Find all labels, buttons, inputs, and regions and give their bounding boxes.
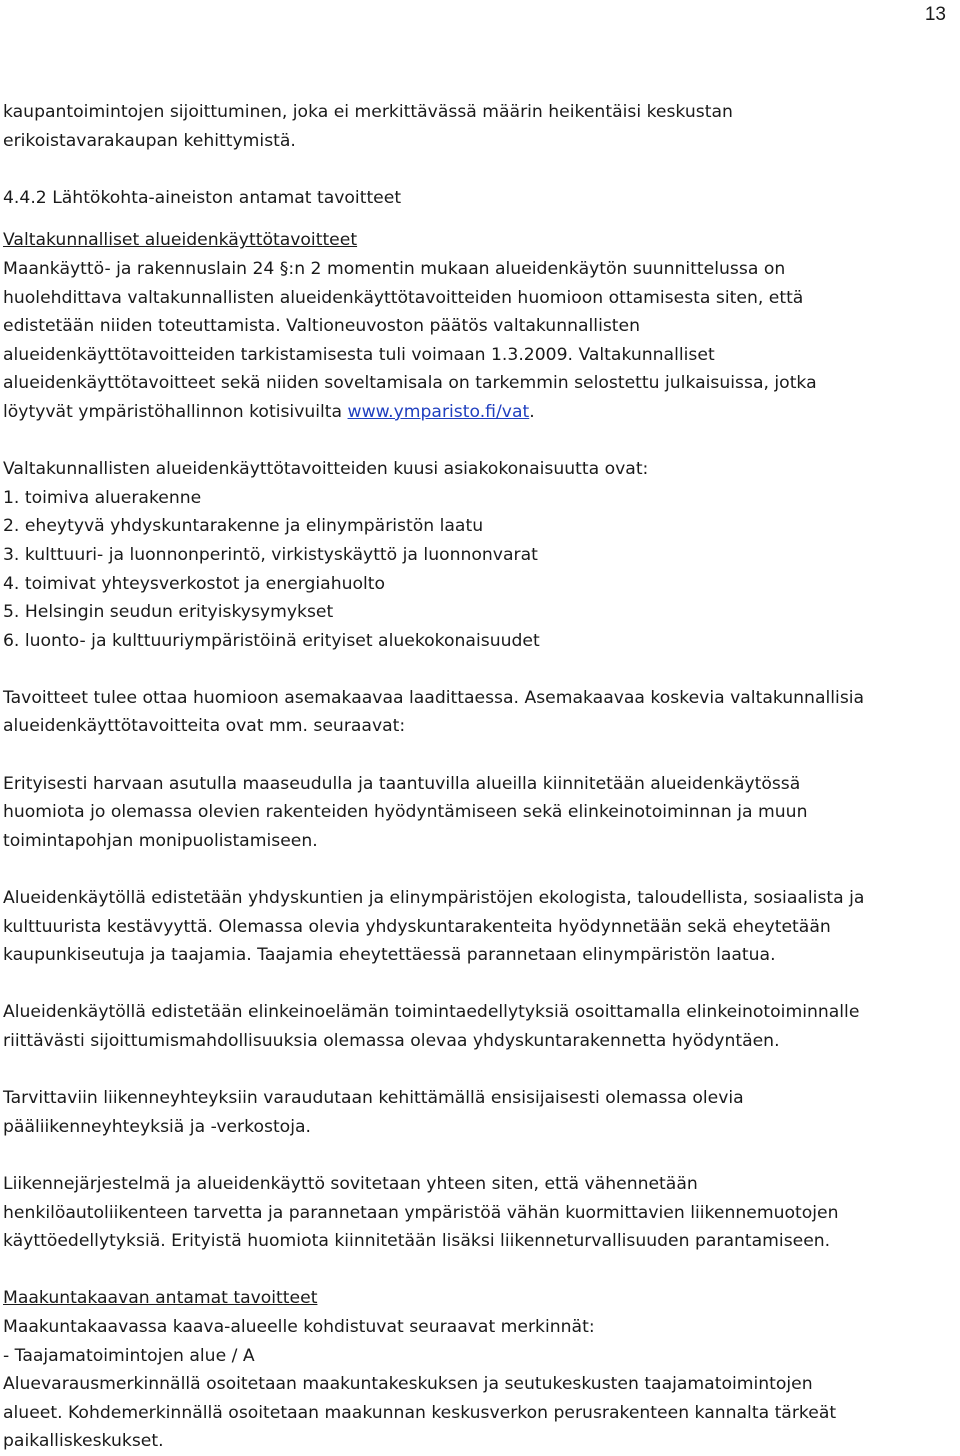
goal-item: 6. luonto- ja kulttuuriympäristöinä erityiset aluekokonaisuudet: [3, 630, 540, 651]
goals-intro: Valtakunnallisten alueidenkäyttötavoitteiden kuusi asiakokonaisuutta ovat:: [3, 459, 649, 480]
goal-item: 3. kulttuuri- ja luonnonperintö, virkistyskäyttö ja luonnonvarat: [3, 544, 538, 565]
body-line: Erityisesti harvaan asutulla maaseudulla ja taantuvilla alueilla kiinnitetään alueidenkäytössä: [3, 773, 801, 794]
body-line: henkilöautoliikenteen tarvetta ja parannetaan ympäristöä vähän kuormittavien liikennemuotojen: [3, 1202, 839, 1223]
body-line: Tarvittaviin liikenneyhteyksiin varaudutaan kehittämällä ensisijaisesti olemassa olevia: [3, 1088, 744, 1109]
regional-goals-heading: Maakuntakaavan antamat tavoitteet: [3, 1288, 318, 1309]
body-line: kulttuurista kestävyyttä. Olemassa olevia yhdyskuntarakenteita hyödynnetään sekä eheytetään: [3, 916, 831, 937]
goal-item: 1. toimiva aluerakenne: [3, 487, 202, 508]
document-body: [3, 98, 953, 1456]
body-line: edistetään niiden toteuttamista. Valtioneuvoston päätös valtakunnallisten: [3, 316, 641, 337]
body-line: [3, 398, 953, 427]
body-line: - Taajamatoimintojen alue / A: [3, 1345, 255, 1366]
national-goals-heading: Valtakunnalliset alueidenkäyttötavoitteet: [3, 230, 358, 251]
body-line: Maakuntakaavassa kaava-alueelle kohdistuvat seuraavat merkinnät:: [3, 1316, 595, 1337]
body-line: alueet. Kohdemerkinnällä osoitetaan maakunnan keskusverkon perusrakenteen kannalta tärkeät: [3, 1402, 837, 1423]
goal-item: 2. eheytyvä yhdyskuntarakenne ja elinympäristön laatu: [3, 516, 484, 537]
body-line: Alueidenkäytöllä edistetään yhdyskuntien ja elinympäristöjen ekologista, taloudellista, sosiaalista ja: [3, 888, 865, 909]
body-line: alueidenkäyttötavoitteita ovat mm. seuraavat:: [3, 716, 406, 737]
body-line: Maankäyttö- ja rakennuslain 24 §:n 2 momentin mukaan alueidenkäytön suunnittelussa on: [3, 258, 786, 279]
body-line: toimintapohjan monipuolistamiseen.: [3, 830, 318, 851]
body-line: huolehdittava valtakunnallisten alueidenkäyttötavoitteiden huomioon ottamisesta siten, että: [3, 287, 804, 308]
body-text: löytyvät ympäristöhallinnon kotisivuilta: [3, 401, 348, 422]
goal-item: 5. Helsingin seudun erityiskysymykset: [3, 602, 334, 623]
section-heading: 4.4.2 Lähtökohta-aineiston antamat tavoitteet: [3, 187, 402, 208]
intro-line: erikoistavarakaupan kehittymistä.: [3, 130, 296, 151]
body-line: riittävästi sijoittumismahdollisuuksia olemassa olevaa yhdyskuntarakennetta hyödyntäen.: [3, 1031, 780, 1051]
body-line: käyttöedellytyksiä. Erityistä huomiota kiinnitetään lisäksi liikenneturvallisuuden parantamiseen.: [3, 1231, 831, 1252]
goal-item: 4. toimivat yhteysverkostot ja energiahuolto: [3, 573, 386, 594]
body-line: Alueidenkäytöllä edistetään elinkeinoelämän toimintaedellytyksiä osoittamalla elinkeinotoiminnalle: [3, 1002, 860, 1023]
body-line: Liikennejärjestelmä ja alueidenkäyttö sovitetaan yhteen siten, että vähennetään: [3, 1173, 698, 1194]
ymparisto-link[interactable]: www.ymparisto.fi/vat: [347, 401, 530, 422]
body-line: Tavoitteet tulee ottaa huomioon asemakaavaa laadittaessa. Asemakaavaa koskevia valtakunnallisia: [3, 687, 865, 708]
body-line: kaupunkiseutuja ja taajamia. Taajamia eheytettäessä parannetaan elinympäristön laatua.: [3, 945, 776, 966]
page-number: 13: [924, 4, 946, 25]
intro-line: kaupantoimintojen sijoittuminen, joka ei merkittävässä määrin heikentäisi keskustan: [3, 102, 733, 122]
body-line: Aluevarausmerkinnällä osoitetaan maakuntakeskuksen ja seutukeskusten taajamatoimintojen: [3, 1374, 813, 1395]
body-line: pääliikenneyhteyksiä ja -verkostoja.: [3, 1116, 311, 1137]
body-line: alueidenkäyttötavoitteiden tarkistamisesta tuli voimaan 1.3.2009. Valtakunnalliset: [3, 344, 715, 365]
body-line: huomiota jo olemassa olevien rakenteiden hyödyntämiseen sekä elinkeinotoiminnan ja muun: [3, 802, 808, 823]
body-line: alueidenkäyttötavoitteet sekä niiden soveltamisala on tarkemmin selostettu julkaisuissa, jotka: [3, 373, 817, 394]
body-line: paikalliskeskukset.: [3, 1431, 164, 1452]
body-text: .: [529, 401, 535, 422]
